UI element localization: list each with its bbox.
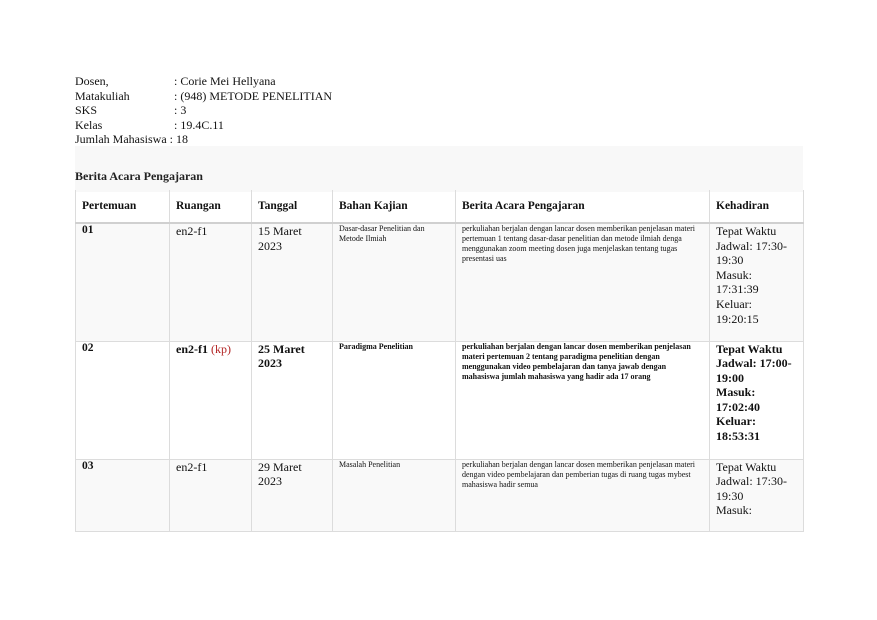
- sks-row: [75, 103, 332, 118]
- jumlah-value: : 18: [169, 132, 188, 147]
- cell-kehadiran: [710, 223, 804, 341]
- header-bahan-kajian: Bahan Kajian: [333, 190, 456, 223]
- dosen-label: Dosen,: [75, 74, 109, 88]
- attendance-masuk: Masuk: 17:31:39: [716, 267, 759, 297]
- dosen-value: : Corie Mei Hellyana: [174, 74, 276, 88]
- header-tanggal: Tanggal: [252, 190, 333, 223]
- cell-ruangan: [170, 459, 252, 531]
- berita-acara-table: [75, 190, 804, 532]
- cell-berita-acara: perkuliahan berjalan dengan lancar dosen memberikan penjelasan materi pertemuan 2 tentang paradigma penelitian dengan menggunakan video pembelajaran dan tanya jawab dengan mahasiswa jumlah mahasiswa yang hadir ada 17 orang: [456, 341, 710, 459]
- matakuliah-label: Matakuliah: [75, 88, 130, 103]
- header-ruangan: Ruangan: [170, 190, 252, 223]
- cell-bahan-kajian: Masalah Penelitian: [333, 459, 456, 531]
- cell-kehadiran: [710, 341, 804, 459]
- cell-ruangan: [170, 223, 252, 341]
- sks-value: : 3: [174, 103, 187, 118]
- cell-kehadiran: [710, 459, 804, 531]
- table-header-row: [76, 190, 804, 223]
- header-kehadiran: Kehadiran: [710, 190, 804, 223]
- cell-pertemuan: 01: [76, 223, 170, 341]
- section-title: Berita Acara Pengajaran: [75, 169, 203, 183]
- attendance-jadwal: Jadwal: 17:30-19:30: [716, 474, 787, 503]
- room-code: en2-f1: [176, 459, 208, 474]
- attendance-masuk: Masuk:: [716, 503, 752, 518]
- room-code: en2-f1: [176, 224, 208, 238]
- cell-berita-acara: perkuliahan berjalan dengan lancar dosen memberikan penjelasan materi dengan video pembelajaran dan pemberian tugas di ruang tugas mybest mahasiswa hadir semua: [456, 459, 710, 531]
- header-pertemuan: Pertemuan: [76, 190, 170, 223]
- matakuliah-value: : (948) METODE PENELITIAN: [174, 88, 333, 103]
- attendance-keluar: Keluar: 18:53:31: [716, 414, 760, 444]
- jumlah-label: Jumlah Mahasiswa: [75, 132, 167, 147]
- cell-pertemuan: 03: [76, 459, 170, 531]
- cell-tanggal: 15 Maret 2023: [252, 223, 333, 341]
- cell-bahan-kajian: Dasar-dasar Penelitian dan Metode Ilmiah: [333, 223, 456, 341]
- attendance-jadwal: Jadwal: 17:30-19:30: [716, 238, 787, 268]
- cell-ruangan: [170, 341, 252, 459]
- attendance-status: Tepat Waktu: [716, 459, 777, 474]
- table-row: [76, 341, 804, 459]
- cell-pertemuan: 02: [76, 341, 170, 459]
- room-code: en2-f1: [176, 341, 208, 356]
- jumlah-row: [75, 132, 332, 147]
- sks-label: SKS: [75, 103, 98, 118]
- kelas-row: [75, 118, 332, 133]
- attendance-status: Tepat Waktu: [716, 341, 783, 356]
- kelas-label: Kelas: [75, 117, 103, 132]
- attendance-keluar: Keluar: 19:20:15: [716, 296, 759, 326]
- attendance-masuk: Masuk: 17:02:40: [716, 385, 760, 414]
- room-tag: (kp): [211, 341, 231, 356]
- cell-berita-acara: perkuliahan berjalan dengan lancar dosen memberikan penjelasan materi pertemuan 1 tentang dasar-dasar penelitian dan metode ilmiah denga menggunakan zoom meeting dosen juga menjelaskan tentang tugas presentasi uas: [456, 223, 710, 341]
- kelas-value: : 19.4C.11: [174, 117, 224, 132]
- cell-tanggal: 29 Maret 2023: [252, 459, 333, 531]
- table-row: [76, 459, 804, 531]
- matakuliah-row: [75, 89, 332, 104]
- cell-tanggal: 25 Maret 2023: [252, 341, 333, 459]
- header-berita-acara: Berita Acara Pengajaran: [456, 190, 710, 223]
- attendance-status: Tepat Waktu: [716, 224, 777, 238]
- attendance-jadwal: Jadwal: 17:00-19:00: [716, 356, 792, 385]
- cell-bahan-kajian: Paradigma Penelitian: [333, 341, 456, 459]
- dosen-row: [75, 74, 332, 89]
- course-info: [75, 74, 332, 147]
- table-row: [76, 223, 804, 341]
